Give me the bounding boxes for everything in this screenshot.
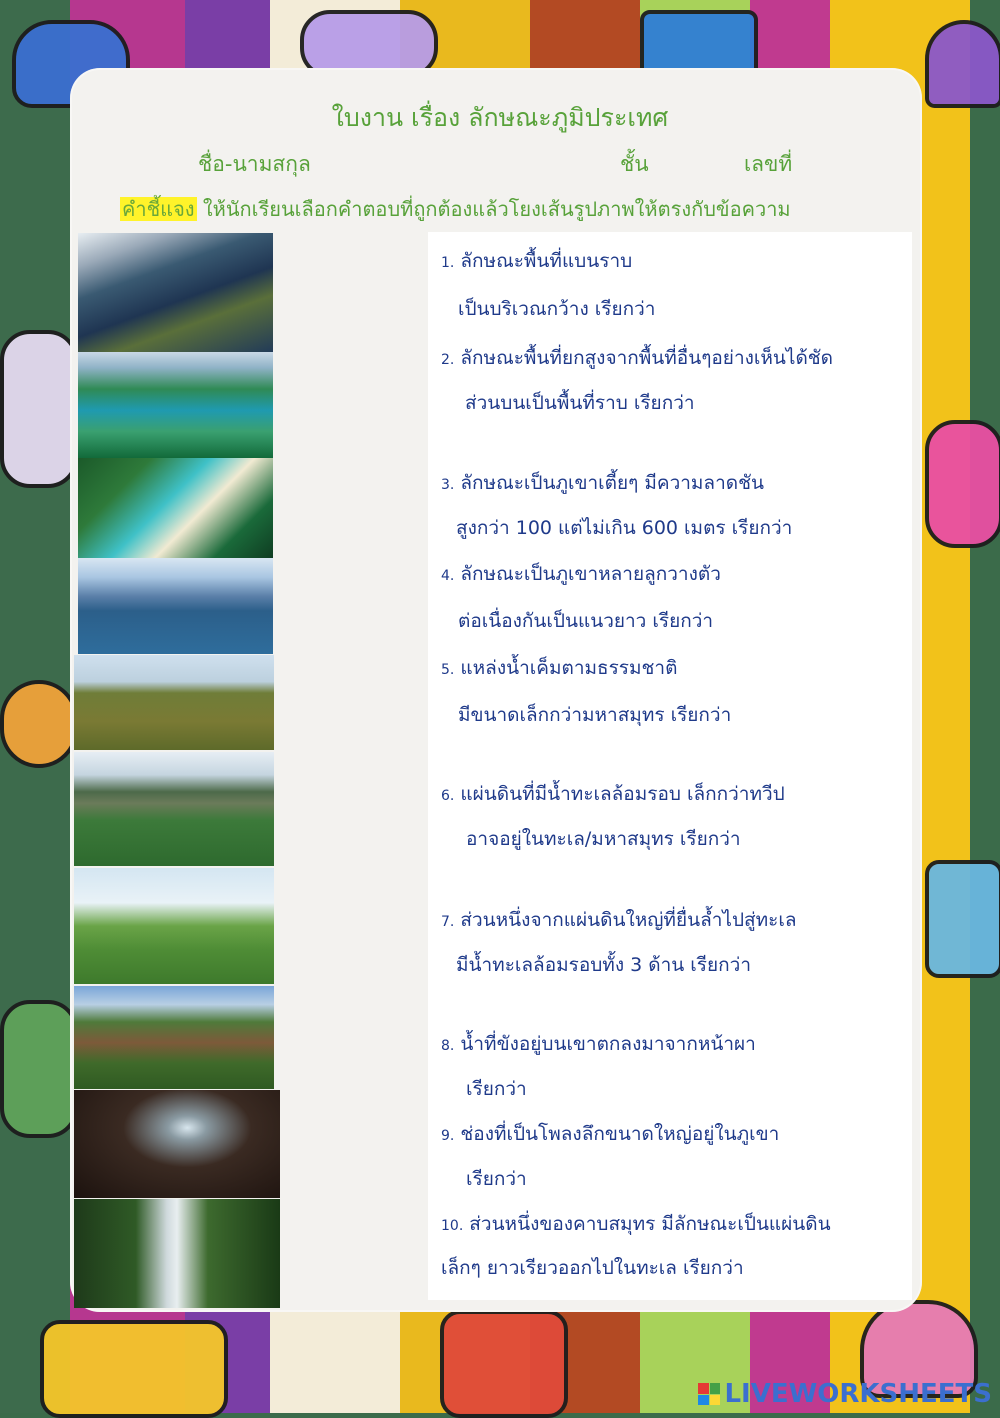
balloon-doodle-icon [925,20,1000,108]
photo-cave[interactable] [74,1090,280,1198]
liveworksheets-logo-icon [698,1383,720,1405]
question-number: 2. [441,352,455,368]
instruction-text: ให้นักเรียนเลือกคำตอบที่ถูกต้องแล้วโยงเส้นรูปภาพให้ตรงกับข้อความ [196,197,791,221]
question-text: ลักษณะพื้นที่แบนราบ [454,250,633,272]
question-7-line1 [441,905,796,935]
instructions [120,193,890,225]
liveworksheets-logo[interactable]: LIVEWORKSHEETS [724,1379,992,1409]
plane-doodle-icon [0,680,78,768]
name-label: ชื่อ-นามสกุล [198,152,311,176]
question-3-line1 [441,468,764,498]
question-6-line2: อาจอยู่ในทะเล/มหาสมุทร เรียกว่า [466,828,741,850]
question-text: แหล่งน้ำเค็มตามธรรมชาติ [454,657,678,679]
question-number: 9. [441,1128,455,1144]
question-4-line1 [441,559,721,589]
photo-plateau[interactable] [74,752,274,866]
photo-mountain-range[interactable] [74,986,274,1089]
photo-cape-beach[interactable] [78,458,273,558]
photo-satellite-peninsula[interactable] [78,233,273,352]
question-number: 6. [441,788,455,804]
question-number: 5. [441,662,455,678]
class-label: ชั้น [620,152,649,176]
pinwheel-doodle-icon [0,330,78,488]
question-8-line2: เรียกว่า [466,1078,527,1100]
photo-waterfall[interactable] [74,1199,280,1308]
photo-plain[interactable] [74,655,274,750]
question-number: 3. [441,477,455,493]
question-number: 1. [441,255,455,271]
question-10-line2: เล็กๆ ยาวเรียวออกไปในทะเล เรียกว่า [441,1257,744,1279]
question-8-line1 [441,1029,756,1059]
question-text: ลักษณะพื้นที่ยกสูงจากพื้นที่อื่นๆอย่างเห็นได้ชัด [454,347,834,369]
question-10-line1 [441,1209,831,1239]
question-number: 7. [441,914,455,930]
ambulance-doodle-icon [925,860,1000,978]
question-2-line2: ส่วนบนเป็นพื้นที่ราบ เรียกว่า [465,392,695,414]
photo-islands-sea[interactable] [78,352,273,458]
question-number: 10. [441,1218,464,1234]
worksheet-title: ใบงาน เรื่อง ลักษณะภูมิประเทศ [331,103,669,132]
question-text: ช่องที่เป็นโพลงลึกขนาดใหญ่อยู่ในภูเขา [454,1123,780,1145]
question-7-line2: มีน้ำทะเลล้อมรอบทั้ง 3 ด้าน เรียกว่า [456,954,751,976]
question-number: 4. [441,568,455,584]
question-text: แผ่นดินที่มีน้ำทะเลล้อมรอบ เล็กกว่าทวีป [454,783,785,805]
question-9-line2: เรียกว่า [466,1168,527,1190]
scooter-doodle-icon [0,1000,78,1138]
question-text: ส่วนหนึ่งจากแผ่นดินใหญ่ที่ยื่นล้ำไปสู่ทะเล [454,909,797,931]
question-text: ลักษณะเป็นภูเขาเตี้ยๆ มีความลาดชัน [454,472,764,494]
question-1-line2: เป็นบริเวณกว้าง เรียกว่า [458,298,656,320]
rocket-doodle-icon [925,420,1000,548]
boat-doodle-icon [440,1310,568,1418]
question-1-line1 [441,246,632,276]
question-5-line1 [441,653,677,683]
question-number: 8. [441,1038,455,1054]
bus-doodle-icon [40,1320,228,1418]
photo-hill[interactable] [74,868,274,984]
question-text: น้ำที่ขังอยู่บนเขาตกลงมาจากหน้าผา [454,1033,756,1055]
number-label: เลขที่ [744,152,793,176]
instruction-highlight: คำชี้แจง [122,197,195,221]
question-2-line1 [441,343,833,373]
photo-long-spit[interactable] [78,558,273,654]
question-4-line2: ต่อเนื่องกันเป็นแนวยาว เรียกว่า [458,610,714,632]
question-text: ส่วนหนึ่งของคาบสมุทร มีลักษณะเป็นแผ่นดิน [463,1213,831,1235]
question-3-line2: สูงกว่า 100 แต่ไม่เกิน 600 เมตร เรียกว่า [456,517,793,539]
question-5-line2: มีขนาดเล็กกว่ามหาสมุทร เรียกว่า [458,704,732,726]
question-text: ลักษณะเป็นภูเขาหลายลูกวางตัว [454,563,721,585]
question-6-line1 [441,779,785,809]
question-9-line1 [441,1119,779,1149]
